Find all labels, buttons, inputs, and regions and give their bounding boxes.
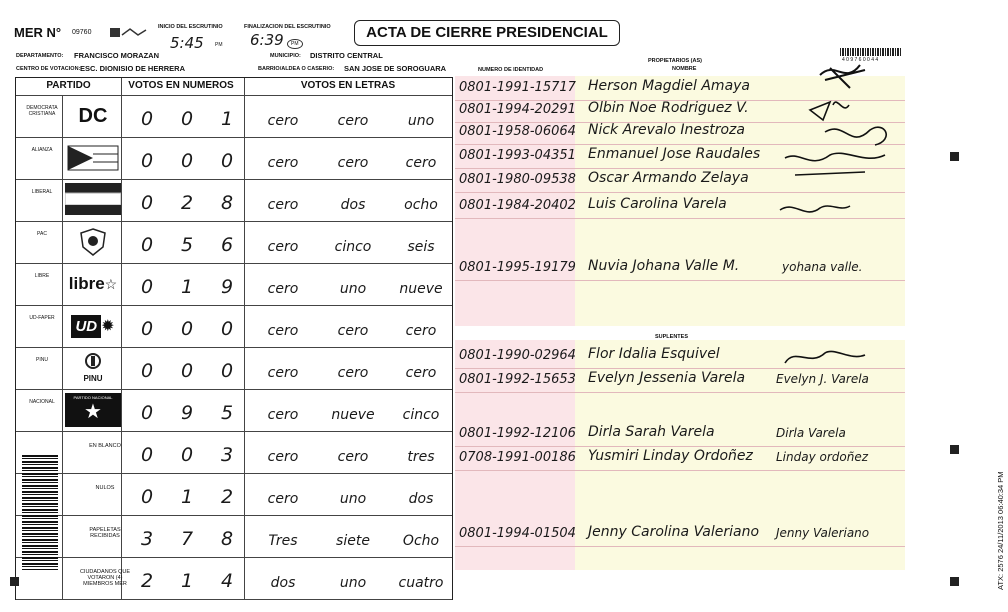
- member-name: Dirla Sarah Varela: [588, 424, 715, 440]
- party-name: NACIONAL: [29, 399, 55, 405]
- final-label: FINALIZACION DEL ESCRUTINIO: [244, 24, 331, 30]
- party-logo: [64, 227, 122, 257]
- member-name: Nick Arevalo Inestroza: [588, 122, 745, 138]
- pac-shield-icon: [78, 227, 108, 257]
- summary-digit: 1: [180, 570, 194, 592]
- vote-word: cero: [405, 365, 437, 381]
- propietarios-label: PROPIETARIOS (AS): [648, 58, 702, 64]
- final-time: 6:39: [250, 31, 284, 49]
- sun-icon: ✹: [101, 318, 115, 335]
- vote-digit: 0: [180, 360, 194, 382]
- member-row-line: [455, 546, 905, 547]
- member-id: 0801-1992-15653: [459, 372, 576, 387]
- mer-number: 09760: [72, 29, 92, 36]
- vote-word: cero: [267, 239, 299, 255]
- summary-word: tres: [407, 449, 435, 465]
- col-divider: [244, 78, 245, 599]
- member-row-line: [455, 392, 905, 393]
- vote-word: dos: [340, 197, 366, 213]
- vote-digit: 6: [220, 234, 234, 256]
- member-id: 0801-1993-04351: [459, 148, 576, 163]
- party-name: UD-FAPER: [29, 315, 55, 321]
- member-row-line: [455, 470, 905, 471]
- flag-logo-icon: [110, 27, 148, 39]
- vote-digit: 0: [140, 150, 154, 172]
- summary-digit: 0: [140, 444, 154, 466]
- summary-digit: 3: [220, 444, 234, 466]
- member-id: 0801-1994-20291: [459, 102, 576, 117]
- member-name: Evelyn Jessenia Varela: [588, 370, 746, 386]
- member-name: Jenny Carolina Valeriano: [588, 524, 760, 540]
- party-name: LIBERAL: [31, 189, 53, 195]
- vote-word: cero: [337, 365, 369, 381]
- vote-word: cero: [405, 155, 437, 171]
- member-id: 0708-1991-00186: [459, 450, 576, 465]
- vote-word: cero: [267, 197, 299, 213]
- vote-word: cero: [337, 113, 369, 129]
- row-divider: [16, 263, 452, 264]
- summary-digit: 8: [220, 528, 234, 550]
- page-title: ACTA DE CIERRE PRESIDENCIAL: [354, 20, 620, 46]
- vote-word: cero: [267, 281, 299, 297]
- row-divider: [16, 179, 452, 180]
- vote-digit: 0: [180, 108, 194, 130]
- inicio-suffix: PM: [215, 42, 223, 48]
- top-barcode: [840, 48, 902, 56]
- row-divider: [16, 347, 452, 348]
- summary-word: siete: [336, 533, 370, 549]
- centro-value: ESC. DIONISIO DE HERRERA: [80, 64, 186, 73]
- member-id: 0801-1991-15717: [459, 80, 576, 95]
- summary-label: EN BLANCO: [89, 443, 121, 449]
- registration-mark: [950, 445, 959, 454]
- identidad-label: NUMERO DE IDENTIDAD: [478, 67, 544, 73]
- vote-word: uno: [339, 281, 367, 297]
- party-logo: [64, 185, 122, 215]
- summary-label: PAPELETAS RECIBIDAS: [89, 527, 121, 539]
- vote-word: cero: [267, 113, 299, 129]
- nombre-label: NOMBRE: [672, 66, 697, 72]
- final-suffix: PM: [287, 39, 303, 49]
- party-name: DEMOCRATA CRISTIANA: [26, 105, 58, 117]
- vote-digit: 1: [220, 108, 234, 130]
- vote-word: seis: [407, 239, 435, 255]
- member-signature: Evelyn J. Varela: [776, 372, 869, 386]
- row-divider: [16, 389, 452, 390]
- left-barcode: [22, 455, 58, 570]
- row-divider: [16, 473, 452, 474]
- member-name: Luis Carolina Varela: [588, 196, 727, 212]
- departamento-value: FRANCISCO MORAZAN: [74, 51, 159, 60]
- row-divider: [16, 431, 452, 432]
- member-name: Herson Magdiel Amaya: [588, 78, 751, 94]
- star-icon: ☆: [104, 275, 118, 292]
- col-divider: [62, 431, 63, 599]
- row-divider: [16, 599, 452, 600]
- vote-word: nueve: [399, 281, 443, 297]
- summary-word: cuatro: [398, 575, 444, 591]
- alianza-logo-icon: [67, 145, 119, 171]
- party-logo: [64, 395, 122, 425]
- vote-word: cero: [405, 323, 437, 339]
- vote-digit: 0: [140, 402, 154, 424]
- vote-digit: 9: [220, 276, 234, 298]
- registration-mark: [10, 577, 19, 586]
- vote-word: cero: [267, 155, 299, 171]
- col-partido-header: PARTIDO: [46, 80, 91, 91]
- summary-digit: 4: [220, 570, 234, 592]
- vote-digit: 0: [180, 150, 194, 172]
- summary-word: Ocho: [402, 533, 440, 549]
- ud-logo-text: UD: [71, 315, 101, 338]
- nacional-logo-text: PARTIDO NACIONAL: [73, 395, 113, 400]
- vote-digit: 8: [220, 192, 234, 214]
- municipio-label: MUNICIPIO:: [270, 53, 301, 59]
- summary-word: uno: [339, 491, 367, 507]
- member-row-line: [455, 446, 905, 447]
- vote-digit: 0: [140, 318, 154, 340]
- member-name: Oscar Armando Zelaya: [588, 170, 749, 186]
- party-name: PINU: [36, 357, 48, 363]
- vote-digit: 5: [180, 234, 194, 256]
- vote-digit: 0: [140, 192, 154, 214]
- summary-word: dos: [270, 575, 296, 591]
- summary-word: cero: [267, 491, 299, 507]
- member-signature: Dirla Varela: [776, 426, 846, 440]
- summary-digit: 2: [140, 570, 154, 592]
- vote-digit: 0: [140, 108, 154, 130]
- summary-digit: 0: [140, 486, 154, 508]
- departamento-label: DEPARTAMENTO:: [16, 53, 64, 59]
- vote-digit: 5: [220, 402, 234, 424]
- party-logo: [64, 101, 122, 131]
- dc-logo-text: DC: [78, 104, 108, 127]
- member-id: 0801-1992-12106: [459, 426, 576, 441]
- municipio-value: DISTRITO CENTRAL: [310, 51, 383, 60]
- summary-digit: 0: [180, 444, 194, 466]
- member-id: 0801-1994-01504: [459, 526, 576, 541]
- summary-digit: 1: [180, 486, 194, 508]
- member-name: Flor Idalia Esquivel: [588, 346, 720, 362]
- signature-flor-scribble: [780, 345, 870, 369]
- centro-label: CENTRO DE VOTACION:: [16, 66, 81, 72]
- member-row-line: [455, 280, 905, 281]
- member-name: Nuvia Johana Valle M.: [588, 258, 740, 274]
- member-id: 0801-1958-06064: [459, 124, 576, 139]
- votes-table: [15, 77, 453, 600]
- summary-word: dos: [408, 491, 434, 507]
- inicio-label: INICIO DEL ESCRUTINIO: [158, 24, 223, 30]
- party-logo: [64, 143, 122, 173]
- col-divider: [62, 95, 63, 431]
- vote-word: cinco: [334, 239, 372, 255]
- vote-digit: 0: [140, 234, 154, 256]
- vote-digit: 0: [180, 318, 194, 340]
- summary-label: NULOS: [95, 485, 115, 491]
- summary-digit: 2: [220, 486, 234, 508]
- inicio-time: 5:45: [170, 34, 204, 52]
- member-name: Olbin Noe Rodriguez V.: [588, 100, 749, 116]
- vote-word: cinco: [402, 407, 440, 423]
- summary-word: cero: [267, 449, 299, 465]
- star-icon: ★: [84, 401, 102, 423]
- vote-digit: 0: [140, 360, 154, 382]
- signatures-scribble: [775, 60, 905, 230]
- pinu-torch-icon: [83, 353, 103, 369]
- vote-word: cero: [267, 365, 299, 381]
- vote-digit: 0: [220, 360, 234, 382]
- barrio-value: SAN JOSE DE SOROGUARA: [344, 64, 447, 73]
- barrio-label: BARRIO/ALDEA O CASERIO:: [258, 66, 335, 72]
- suplentes-label: SUPLENTES: [655, 334, 689, 340]
- col-letras-header: VOTOS EN LETRAS: [300, 80, 396, 91]
- vote-digit: 0: [220, 150, 234, 172]
- vote-digit: 1: [180, 276, 194, 298]
- member-signature: Jenny Valeriano: [776, 526, 870, 540]
- summary-word: cero: [337, 449, 369, 465]
- vote-digit: 0: [220, 318, 234, 340]
- vote-digit: 9: [180, 402, 194, 424]
- row-divider: [16, 305, 452, 306]
- vote-word: cero: [267, 407, 299, 423]
- member-name: Enmanuel Jose Raudales: [588, 146, 761, 162]
- pinu-logo-text: PINU: [83, 374, 103, 383]
- vote-digit: 2: [180, 192, 194, 214]
- member-signature: yohana valle.: [782, 260, 863, 274]
- vote-word: cero: [337, 155, 369, 171]
- summary-digit: 3: [140, 528, 154, 550]
- party-logo: [64, 269, 122, 299]
- member-signature: Linday ordoñez: [776, 450, 869, 464]
- registration-mark: [950, 152, 959, 161]
- party-name: PAC: [37, 231, 47, 237]
- member-id: 0801-1984-20402: [459, 198, 576, 213]
- party-name: ALIANZA: [31, 147, 53, 153]
- vote-digit: 0: [140, 276, 154, 298]
- vote-word: cero: [337, 323, 369, 339]
- summary-label: CIUDADANOS QUE VOTARON (4) MIEMBROS MER: [79, 569, 131, 587]
- mer-label: MER N°: [14, 25, 62, 40]
- side-stamp: ATX: 2576 24/11/2013 06:40:34 PM: [996, 471, 1005, 590]
- member-id: 0801-1990-02964: [459, 348, 576, 363]
- vote-word: uno: [407, 113, 435, 129]
- vote-word: nueve: [331, 407, 375, 423]
- summary-word: Tres: [268, 533, 298, 549]
- row-divider: [16, 557, 452, 558]
- party-logo: [64, 353, 122, 383]
- liberal-flag-icon: [65, 183, 121, 217]
- summary-word: uno: [339, 575, 367, 591]
- member-id: 0801-1995-19179: [459, 260, 576, 275]
- barcode-number: 4 0 9 7 6 0 0 4 4: [842, 57, 879, 63]
- row-divider: [16, 137, 452, 138]
- member-id: 0801-1980-09538: [459, 172, 576, 187]
- summary-digit: 7: [180, 528, 194, 550]
- col-numeros-header: VOTOS EN NUMEROS: [128, 80, 234, 91]
- libre-logo-text: libre: [68, 274, 105, 293]
- row-divider: [16, 95, 452, 96]
- vote-word: ocho: [404, 197, 438, 213]
- vote-word: cero: [267, 323, 299, 339]
- row-divider: [16, 515, 452, 516]
- party-logo: [64, 311, 122, 341]
- row-divider: [16, 221, 452, 222]
- party-name: LIBRE: [34, 273, 50, 279]
- registration-mark: [950, 577, 959, 586]
- member-name: Yusmiri Linday Ordoñez: [588, 448, 753, 464]
